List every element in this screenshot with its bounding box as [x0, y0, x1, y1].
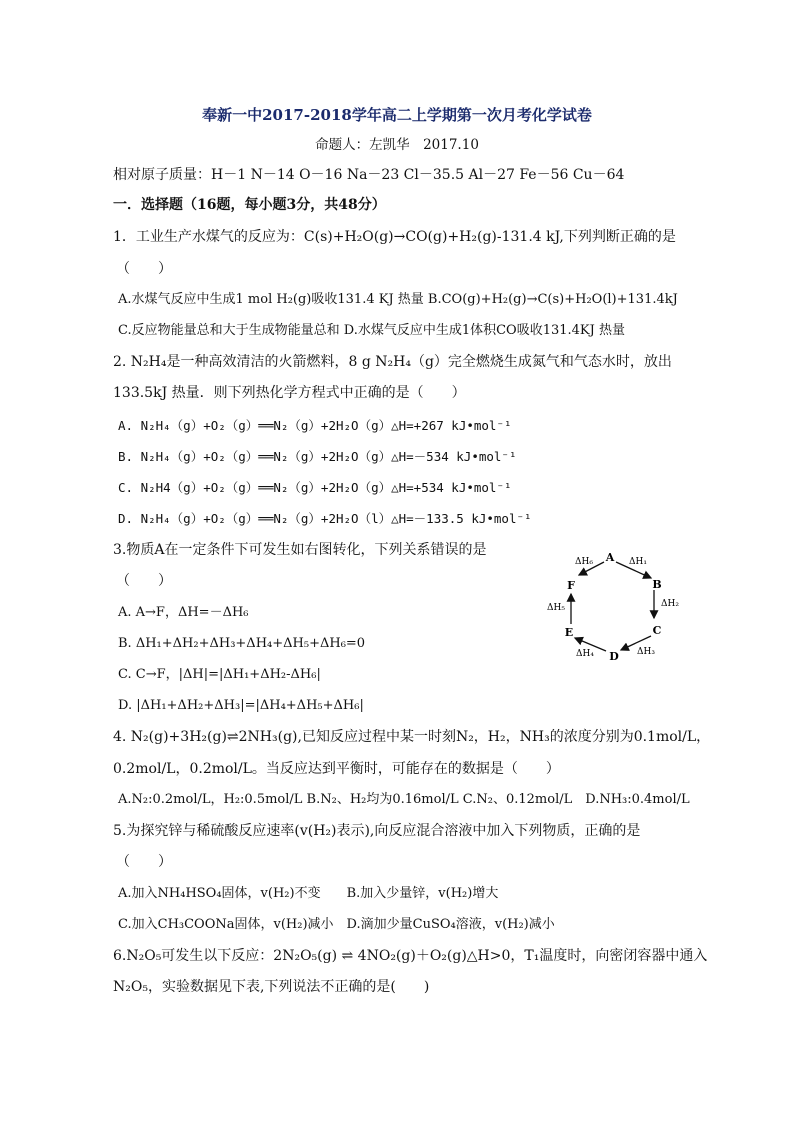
q5-stem: 5.为探究锌与稀硫酸反应速率(v(H₂)表示),向反应混合溶液中加入下列物质，正确的是	[113, 823, 641, 839]
node-e: E	[564, 626, 574, 639]
q1-options-cd: C.反应物能量总和大于生成物能量总和 D.水煤气反应中生成1体积CO吸收131.4KJ 热量	[118, 323, 625, 338]
q2-option-b: B. N₂H₄（g）+O₂（g）══N₂（g）+2H₂O（g）△H=－534 kJ•mol⁻¹	[118, 449, 517, 464]
q1-paren: （ ）	[116, 261, 172, 277]
q5-paren: （ ）	[116, 854, 172, 870]
q3-option-c: C. C→F，|ΔH|=|ΔH₁+ΔH₂-ΔH₆|	[118, 667, 321, 682]
label-dh3: ΔH₃	[637, 647, 655, 657]
label-dh6: ΔH₆	[575, 557, 593, 567]
node-a: A	[605, 551, 615, 564]
q2-stem: 2. N₂H₄是一种高效清洁的火箭燃料，8 g N₂H₄（g）完全燃烧生成氮气和气态水时，放出	[113, 354, 672, 370]
q4-options: A.N₂:0.2mol/L，H₂:0.5mol/L B.N₂、H₂均为0.16mol/L C.N₂、0.12mol/L D.NH₃:0.4mol/L	[118, 792, 690, 807]
q3-stem: 3.物质A在一定条件下可发生如右图转化，下列关系错误的是	[113, 542, 487, 558]
conversion-diagram	[540, 548, 690, 670]
label-dh2: ΔH₂	[661, 599, 679, 609]
q2-stem-2: 133.5kJ 热量．则下列热化学方程式中正确的是（ ）	[113, 385, 466, 401]
label-dh5: ΔH₅	[547, 603, 565, 613]
q5-options-ab: A.加入NH₄HSO₄固体，v(H₂)不变 B.加入少量锌，v(H₂)增大	[118, 886, 499, 901]
exam-title: 奉新一中2017-2018学年高二上学期第一次月考化学试卷	[202, 106, 592, 124]
q2-option-c: C. N₂H4（g）+O₂（g）══N₂（g）+2H₂O（g）△H=+534 kJ•mol⁻¹	[118, 480, 512, 495]
q1-stem: 1．工业生产水煤气的反应为：C(s)+H₂O(g)→CO(g)+H₂(g)-131.4 kJ,下列判断正确的是	[113, 229, 676, 245]
q6-stem: 6.N₂O₅可发生以下反应：2N₂O₅(g) ⇌ 4NO₂(g)＋O₂(g)△H>0，T₁温度时，向密闭容器中通入	[113, 948, 708, 964]
q3-option-d: D. |ΔH₁+ΔH₂+ΔH₃|=|ΔH₄+ΔH₅+ΔH₆|	[118, 698, 364, 713]
q3-option-a: A. A→F，ΔH=－ΔH₆	[118, 605, 249, 620]
q2-option-a: A. N₂H₄（g）+O₂（g）══N₂（g）+2H₂O（g）△H=+267 kJ•mol⁻¹	[118, 418, 512, 433]
section-heading: 一．选择题（16题，每小题3分，共48分）	[113, 197, 386, 213]
q2-option-d: D. N₂H₄（g）+O₂（g）══N₂（g）+2H₂O（l）△H=－133.5 kJ•mol⁻¹	[118, 511, 532, 526]
q3-paren: （ ）	[116, 573, 172, 589]
q4-stem-2: 0.2mol/L，0.2mol/L。当反应达到平衡时，可能存在的数据是（ ）	[113, 761, 560, 777]
node-c: C	[652, 624, 662, 637]
q6-stem-2: N₂O₅，实验数据见下表,下列说法不正确的是( )	[113, 979, 430, 995]
q1-options-ab: A.水煤气反应中生成1 mol H₂(g)吸收131.4 KJ 热量 B.CO(g)+H₂(g)→C(s)+H₂O(l)+131.4kJ	[118, 292, 678, 307]
node-b: B	[652, 578, 662, 591]
node-d: D	[609, 650, 619, 663]
q5-options-cd: C.加入CH₃COONa固体，v(H₂)减小 D.滴加少量CuSO₄溶液，v(H₂)减小	[118, 917, 555, 932]
q4-stem: 4. N₂(g)+3H₂(g)⇌2NH₃(g),已知反应过程中某一时刻N₂，H₂，NH₃的浓度分别为0.1mol/L，	[113, 729, 711, 745]
label-dh4: ΔH₄	[576, 649, 594, 659]
author-line: 命题人：左凯华 2017.10	[315, 137, 479, 153]
q3-option-b: B. ΔH₁+ΔH₂+ΔH₃+ΔH₄+ΔH₅+ΔH₆=0	[118, 636, 366, 651]
label-dh1: ΔH₁	[629, 557, 647, 567]
node-f: F	[567, 579, 575, 592]
atomic-masses: 相对原子质量：H－1 N－14 O－16 Na－23 Cl－35.5 Al－27 Fe－56 Cu－64	[113, 167, 625, 183]
